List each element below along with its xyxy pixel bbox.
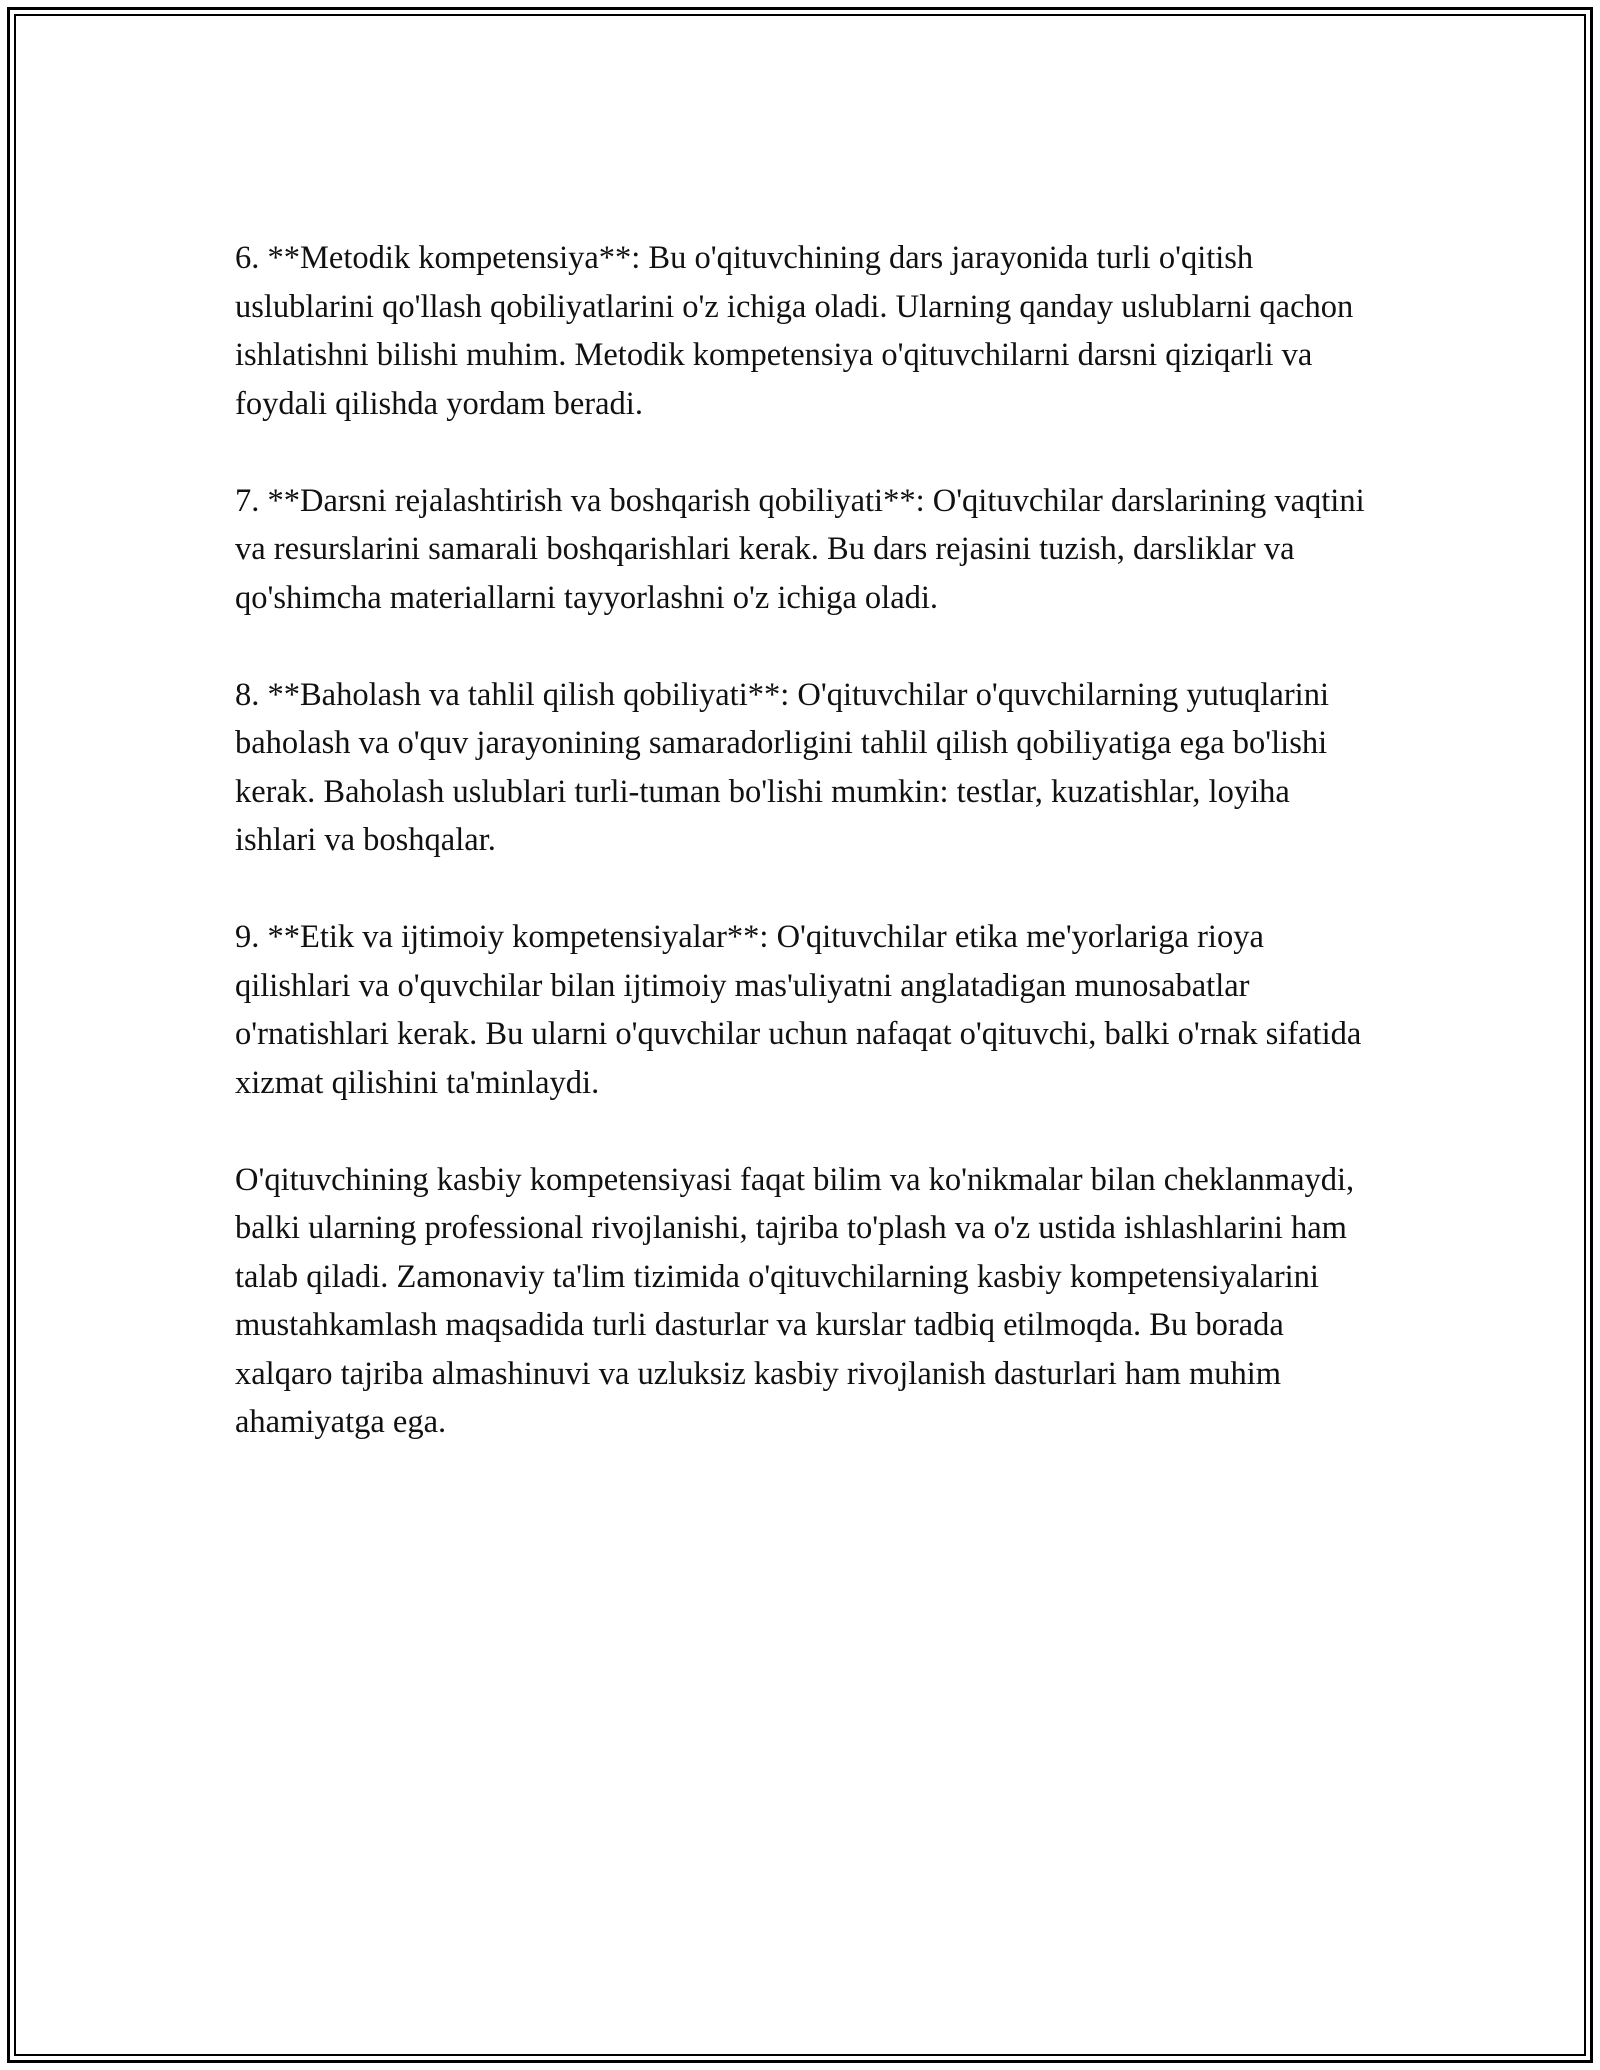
paragraph-lesson-planning: 7. **Darsni rejalashtirish va boshqarish qobiliyati**: O'qituvchilar darslarining vaqtini va resurslarini samarali boshqarishlari kerak. Bu dars rejasini tuzish, darsliklar va qo'shimcha materiallarni tayyorlashni o'z ichiga oladi. (235, 482, 1365, 616)
paragraph-methodical-competence: 6. **Metodik kompetensiya**: Bu o'qituvchining dars jarayonida turli o'qitish uslublarini qo'llash qobiliyatlarini o'z ichiga oladi. Ularning qanday uslublarni qachon ishlatishni bilishi muhim. Metodik kompetensiya o'qituvchilarni darsni qiziqarli va foydali qilishda yordam beradi. (235, 240, 1354, 422)
paragraph-conclusion: O'qituvchining kasbiy kompetensiyasi faqat bilim va ko'nikmalar bilan cheklanmaydi, balki ularning professional rivojlanishi, tajriba to'plash va o'z ustida ishlashlarini ham talab qiladi. Zamonaviy ta'lim tizimida o'qituvchilarning kasbiy kompetensiyalarini mustahkamlash maqsadida turli dasturlar va kurslar tadbiq etilmoqda. Bu borada xalqaro tajriba almashinuvi va uzluksiz kasbiy rivojlanish dasturlari ham muhim ahamiyatga ega. (235, 1161, 1355, 1440)
document-body (235, 234, 1365, 1447)
paragraph-assessment-analysis: 8. **Baholash va tahlil qilish qobiliyati**: O'qituvchilar o'quvchilarning yutuqlarini baholash va o'quv jarayonining samaradorligini tahlil qilish qobiliyatiga ega bo'lishi kerak. Baholash uslublari turli-tuman bo'lishi mumkin: testlar, kuzatishlar, loyiha ishlari va boshqalar. (235, 676, 1329, 858)
paragraph-ethical-social: 9. **Etik va ijtimoiy kompetensiyalar**: O'qituvchilar etika me'yorlariga rioya qilishlari va o'quvchilar bilan ijtimoiy mas'uliyatni anglatadigan munosabatlar o'rnatishlari kerak. Bu ularni o'quvchilar uchun nafaqat o'qituvchi, balki o'rnak sifatida xizmat qilishini ta'minlaydi. (235, 919, 1362, 1101)
